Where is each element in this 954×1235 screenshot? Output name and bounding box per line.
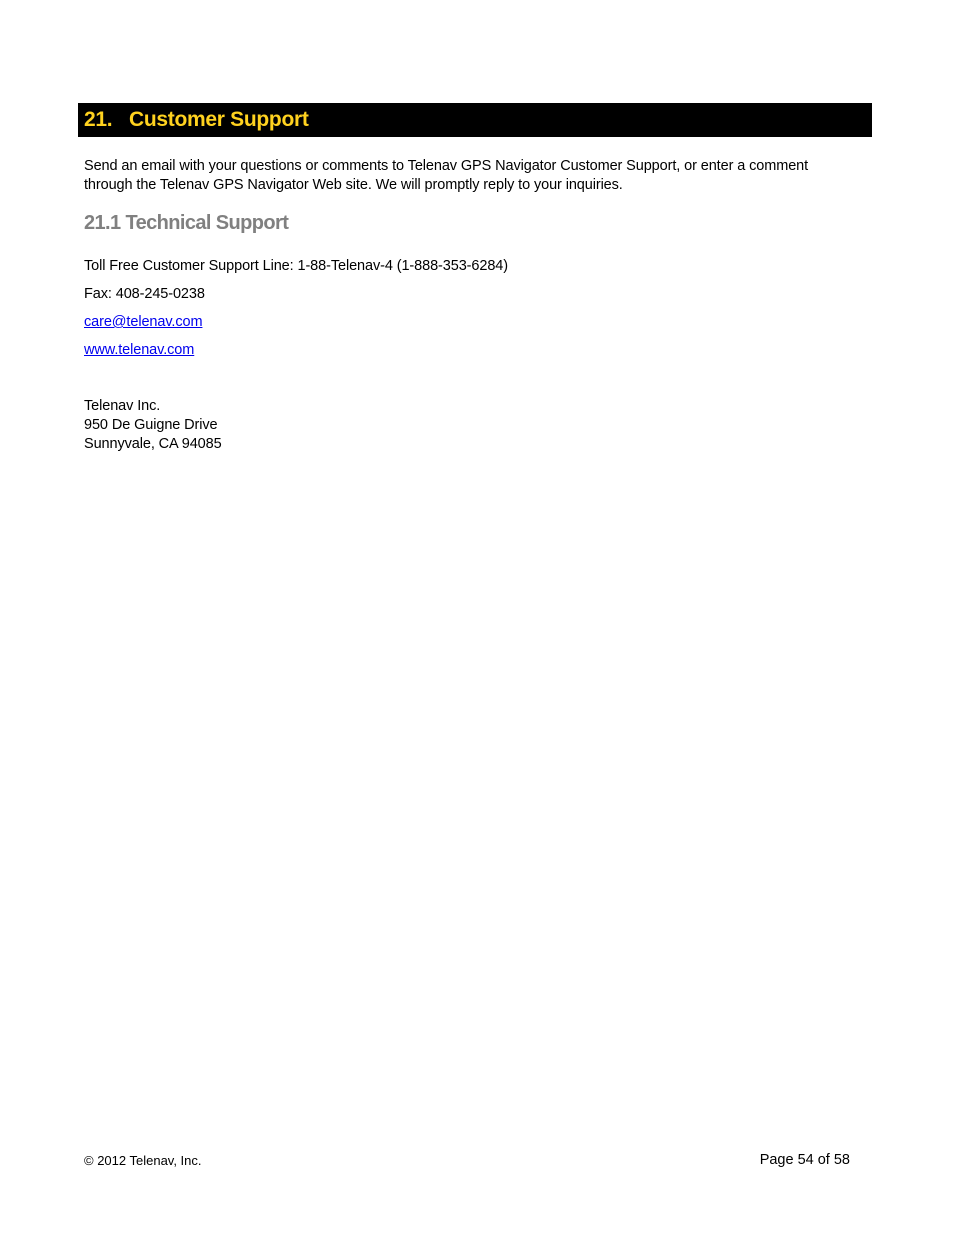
intro-line-2: through the Telenav GPS Navigator Web site. We will promptly reply to your inquiries.	[84, 177, 623, 193]
footer-page-number: Page 54 of 58	[759, 1152, 850, 1168]
email-link[interactable]: care@telenav.com	[84, 314, 203, 330]
address-company: Telenav Inc.	[84, 398, 161, 414]
email-line	[84, 313, 202, 332]
mailing-address	[84, 397, 222, 454]
website-line	[84, 341, 194, 360]
chapter-title: Customer Support	[129, 108, 309, 131]
toll-free-line: Toll Free Customer Support Line: 1-88-Telenav-4 (1-888-353-6284)	[84, 258, 508, 274]
intro-line-1: Send an email with your questions or comments to Telenav GPS Navigator Customer Support, or enter a comment	[84, 158, 809, 174]
address-city: Sunnyvale, CA 94085	[84, 436, 222, 452]
chapter-number: 21.	[84, 108, 113, 131]
fax-line: Fax: 408-245-0238	[84, 286, 205, 302]
footer-copyright: © 2012 Telenav, Inc.	[84, 1153, 202, 1168]
chapter-heading-bar	[78, 103, 872, 137]
address-street: 950 De Guigne Drive	[84, 417, 218, 433]
website-link[interactable]: www.telenav.com	[84, 342, 195, 358]
intro-paragraph	[84, 157, 864, 195]
section-heading: 21.1 Technical Support	[84, 212, 289, 234]
